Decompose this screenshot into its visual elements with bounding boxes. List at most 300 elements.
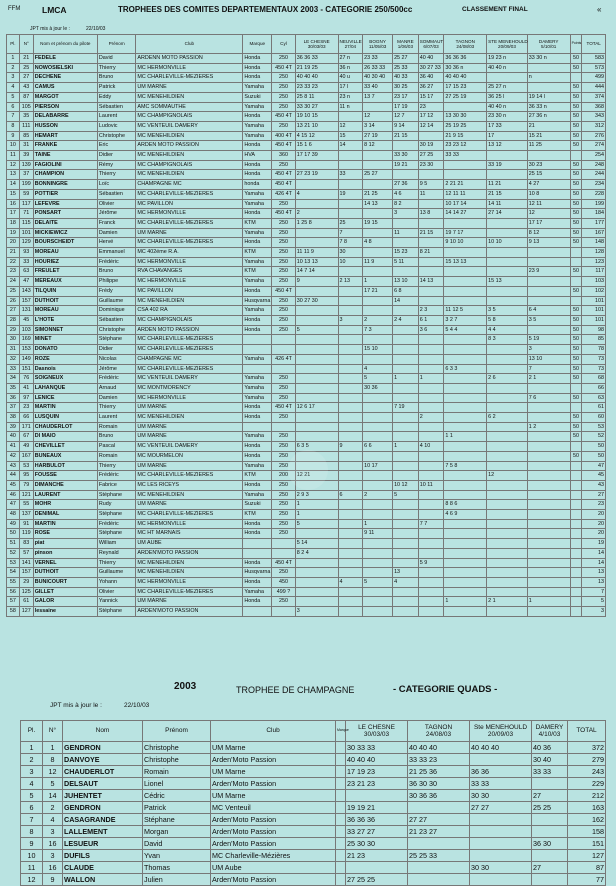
q-col-total: TOTAL	[568, 721, 606, 742]
table-row-cell: FREULET	[33, 267, 97, 277]
table-row-cell: 12	[487, 471, 528, 481]
table-row-cell: 27	[582, 490, 606, 500]
table-row-cell: 23	[19, 403, 33, 413]
table-row	[7, 170, 606, 180]
table-row-cell: 6 4	[527, 306, 570, 316]
table-row-cell: 250	[272, 54, 296, 64]
col-cyl: Cyl	[272, 35, 296, 54]
table-row	[7, 577, 606, 587]
table-row-cell	[444, 160, 487, 170]
quads-row-cell: 27	[532, 862, 568, 874]
table-row-cell	[338, 364, 363, 374]
table-row-cell: KTM	[243, 471, 272, 481]
quads-row-cell: 12	[43, 766, 63, 778]
table-row-cell	[487, 354, 528, 364]
table-row-cell: 250	[272, 102, 296, 112]
table-row-cell: Rémy	[97, 160, 136, 170]
corner-mark: «	[597, 5, 602, 14]
table-row-cell: 18	[7, 218, 20, 228]
quads-row-cell: Romain	[143, 766, 211, 778]
table-row-cell	[527, 500, 570, 510]
table-row-cell: 41	[19, 383, 33, 393]
table-row-cell: 13 8	[418, 209, 444, 219]
table-row-cell: 20	[582, 529, 606, 539]
table-row-cell: 85	[582, 335, 606, 345]
table-row-cell: 4	[338, 577, 363, 587]
table-row-cell: Loïc	[97, 180, 136, 190]
table-row-cell: 368	[582, 102, 606, 112]
table-row-cell	[338, 160, 363, 170]
table-row-cell	[487, 170, 528, 180]
table-row-cell: Yamaha	[243, 490, 272, 500]
quads-title: TROPHEE DE CHAMPAGNE	[236, 685, 355, 695]
table-row-cell: MC HERMONVILLE	[136, 209, 243, 219]
quads-row-cell: CHAUDERLOT	[63, 766, 143, 778]
table-row-cell: 7 3	[363, 325, 393, 335]
table-row-cell: PONSART	[33, 209, 97, 219]
table-row-cell: 48	[7, 510, 20, 520]
table-row-cell: MC MENEHILDIEN	[136, 413, 243, 423]
table-row-cell: 60	[582, 413, 606, 423]
table-row-cell: 11 12 5	[444, 306, 487, 316]
table-row-cell: 19 14 l	[527, 92, 570, 102]
table-row-cell	[487, 490, 528, 500]
quads-row-cell: 229	[568, 778, 606, 790]
table-row-cell	[243, 345, 272, 355]
table-row-cell: ARDEN MOTO PASSION	[136, 325, 243, 335]
table-row-cell	[487, 286, 528, 296]
table-row	[7, 383, 606, 393]
table-row-cell	[418, 471, 444, 481]
table-row-cell: 50	[570, 112, 582, 122]
table-row-cell: MC MENEHILDIEN	[136, 151, 243, 161]
table-row-cell	[363, 422, 393, 432]
table-row-cell: Yamaha	[243, 257, 272, 267]
table-row-cell: MC MENEHILDIEN	[136, 170, 243, 180]
table-row-cell: SOIGNEUX	[33, 374, 97, 384]
table-row-cell: 36 36 36	[444, 54, 487, 64]
table-row-cell	[418, 218, 444, 228]
table-row-cell: MC MENEHILDIEN	[136, 568, 243, 578]
table-row-cell: 450 4T	[272, 286, 296, 296]
table-row-cell: 250	[272, 519, 296, 529]
table-row-cell: 15 17	[418, 92, 444, 102]
table-row-cell: Honda	[243, 141, 272, 151]
table-row-cell	[487, 500, 528, 510]
table-row-cell: 7	[338, 228, 363, 238]
table-row-cell: 276	[582, 131, 606, 141]
q-col-marque: Marque	[336, 721, 346, 742]
table-row-cell: 36 27	[418, 83, 444, 93]
table-row-cell: Honda	[243, 597, 272, 607]
table-row-cell	[418, 529, 444, 539]
table-row-cell: Jérôme	[97, 364, 136, 374]
table-row-cell	[444, 102, 487, 112]
table-row-cell: 12 21	[295, 471, 338, 481]
table-row-cell: 21 15	[393, 131, 419, 141]
table-row-cell: 4 10	[418, 442, 444, 452]
table-row-cell: 14 14 27	[444, 209, 487, 219]
table-row-cell: 3	[527, 345, 570, 355]
table-row-cell: 9 11	[363, 529, 393, 539]
quads-row-cell: 87	[568, 862, 606, 874]
table-row-cell: 30 25	[393, 83, 419, 93]
table-row-cell: David	[97, 54, 136, 64]
table-row-cell: 374	[582, 92, 606, 102]
table-row	[7, 83, 606, 93]
table-row-cell	[418, 500, 444, 510]
table-row-cell	[570, 548, 582, 558]
quads-row-cell: LALLEMENT	[63, 826, 143, 838]
col-num: N°	[19, 35, 33, 54]
table-row-cell: RVA CHAVANGES	[136, 267, 243, 277]
table-row	[7, 325, 606, 335]
table-row-cell: 11 11 9	[295, 248, 338, 258]
table-row-cell: 101	[582, 315, 606, 325]
table-row	[7, 393, 606, 403]
table-row	[7, 413, 606, 423]
table-row-cell: 1	[295, 500, 338, 510]
table-row-cell: 2	[418, 413, 444, 423]
table-row-cell: 5 4 4	[444, 325, 487, 335]
table-row-cell	[243, 335, 272, 345]
table-row-cell: 101	[582, 306, 606, 316]
table-row-cell: 148	[582, 238, 606, 248]
table-row-cell: 25	[7, 286, 20, 296]
table-row-cell: Franck	[97, 218, 136, 228]
table-row-cell: 36 33 n	[527, 102, 570, 112]
table-row-cell	[444, 296, 487, 306]
quads-row-cell	[470, 814, 532, 826]
table-row-cell: 250	[272, 510, 296, 520]
table-row-cell	[570, 248, 582, 258]
table-row-cell: 9	[338, 442, 363, 452]
table-row-cell: 1	[7, 54, 20, 64]
table-row	[7, 354, 606, 364]
table-row-cell	[338, 180, 363, 190]
table-row-cell	[527, 83, 570, 93]
table-row-cell	[393, 607, 419, 617]
quads-row-cell: 36 36 36	[346, 814, 408, 826]
table-row-cell: ARDEN MOTO PASSION	[136, 141, 243, 151]
table-row-cell	[338, 403, 363, 413]
table-row-cell	[487, 345, 528, 355]
table-row-cell: 3 5	[487, 306, 528, 316]
table-row-cell: 250	[272, 277, 296, 287]
table-row-cell	[363, 432, 393, 442]
table-row-cell: 23 33 23	[295, 83, 338, 93]
table-row-cell: CHAUDERLOT	[33, 422, 97, 432]
table-row-cell: 167	[582, 228, 606, 238]
table-row-cell: KTM	[243, 510, 272, 520]
table-row-cell: 10 12	[393, 480, 419, 490]
table-row-cell: 30 27 30	[295, 296, 338, 306]
table-row	[7, 151, 606, 161]
table-row-cell: Honda	[243, 480, 272, 490]
quads-row-cell: 25 25	[532, 802, 568, 814]
table-row	[7, 160, 606, 170]
table-row-cell	[363, 267, 393, 277]
table-row-cell	[570, 383, 582, 393]
table-row-cell: 9 13	[527, 238, 570, 248]
table-row-cell	[338, 354, 363, 364]
table-row-cell: 53	[19, 461, 33, 471]
table-row	[7, 121, 606, 131]
col-event-3: BOGNY 11/05/03	[363, 35, 393, 54]
quads-row-cell: 127	[568, 850, 606, 862]
table-row-cell	[444, 480, 487, 490]
table-row-cell	[570, 73, 582, 83]
table-row-cell: Yamaha	[243, 306, 272, 316]
table-row-cell	[363, 209, 393, 219]
table-row-cell	[338, 451, 363, 461]
table-row	[7, 597, 606, 607]
table-row-cell	[444, 345, 487, 355]
table-row-cell: Sébastien	[97, 315, 136, 325]
table-row-cell: MARTIN	[33, 403, 97, 413]
table-row	[7, 102, 606, 112]
table-row-cell	[393, 364, 419, 374]
q-col-prenom: Prénom	[143, 721, 211, 742]
table-row-cell: LEFEVRE	[33, 199, 97, 209]
table-row-cell: MC VENTEUIL DAMERY	[136, 121, 243, 131]
quads-row	[21, 850, 606, 862]
table-row-cell	[393, 519, 419, 529]
table-row-cell	[487, 607, 528, 617]
table-row-cell	[418, 199, 444, 209]
table-row-cell: 4 6 9	[444, 510, 487, 520]
table-row-cell: 450 4T	[272, 141, 296, 151]
table-row-cell: 4	[295, 189, 338, 199]
table-row-cell: 6 1	[418, 315, 444, 325]
table-row-cell	[338, 393, 363, 403]
table-row-cell: 73	[582, 354, 606, 364]
quads-row-cell	[408, 874, 470, 886]
table-row-cell: 6 8	[393, 286, 419, 296]
table-row-cell	[444, 403, 487, 413]
table-row-cell	[444, 490, 487, 500]
quads-row-cell: 372	[568, 742, 606, 754]
table-row-cell: 426 4T	[272, 189, 296, 199]
table-row-cell	[570, 461, 582, 471]
table-row-cell: 8 8 6	[444, 500, 487, 510]
table-row-cell: Honda	[243, 413, 272, 423]
table-row-cell: 19 7 17	[444, 228, 487, 238]
table-row-cell: MICKIEWICZ	[33, 228, 97, 238]
table-row-cell: 5	[7, 92, 20, 102]
table-row-cell: 95	[19, 471, 33, 481]
table-row-cell: MC CHARLEVILLE-MEZIERES	[136, 189, 243, 199]
quads-row-cell	[336, 754, 346, 766]
table-row-cell	[338, 209, 363, 219]
table-row-cell: 36 36 33	[295, 54, 338, 64]
table-row-cell: 27 25 19	[444, 92, 487, 102]
quads-row-cell: 30 30	[470, 862, 532, 874]
table-row-cell	[527, 471, 570, 481]
table-row-cell	[487, 267, 528, 277]
table-row-cell: Yamaha	[243, 228, 272, 238]
quads-row-cell: Christophe	[143, 742, 211, 754]
table-row-cell: MC VENTEUIL DAMERY	[136, 374, 243, 384]
quads-row-cell: MC Charleville-Mézières	[211, 850, 336, 862]
table-row-cell	[444, 442, 487, 452]
table-row-cell: Christophe	[97, 131, 136, 141]
table-row-cell: 23 30	[418, 160, 444, 170]
quads-row-cell: UM Aube	[211, 862, 336, 874]
table-row-cell: MC CHARLEVILLE-MEZIERES	[136, 471, 243, 481]
table-row-cell: 250	[272, 73, 296, 83]
table-row-cell: 12 11 11	[444, 189, 487, 199]
table-row-cell: 21 15	[418, 228, 444, 238]
table-row-cell: 36 25 l	[487, 92, 528, 102]
table-row	[7, 238, 606, 248]
table-row-cell: Sébastien	[97, 102, 136, 112]
table-row-cell	[570, 500, 582, 510]
table-row-cell: Romain	[97, 422, 136, 432]
table-row-cell: 23 n	[338, 92, 363, 102]
table-row-cell	[363, 403, 393, 413]
table-row-cell: KTM	[243, 218, 272, 228]
table-row-cell	[570, 490, 582, 500]
table-row-cell: 27 14	[487, 209, 528, 219]
table-row-cell: 8 21	[418, 248, 444, 258]
table-row-cell: 13 10	[393, 277, 419, 287]
table-row-cell: 37	[19, 170, 33, 180]
quads-row-cell	[470, 874, 532, 886]
quads-row-cell	[336, 814, 346, 826]
table-row-cell: 50	[570, 189, 582, 199]
table-row-cell	[418, 335, 444, 345]
table-row-cell: 1	[363, 519, 393, 529]
table-row-cell: MOHR	[33, 500, 97, 510]
table-row-cell: 123	[582, 257, 606, 267]
table-row-cell	[295, 286, 338, 296]
table-row-cell	[338, 325, 363, 335]
quads-row-cell	[470, 826, 532, 838]
quads-row-cell: Arden'Moto Passion	[211, 814, 336, 826]
col-club: Club	[136, 35, 243, 54]
table-row-cell: 119	[19, 529, 33, 539]
table-row-cell: 33 19	[487, 160, 528, 170]
table-row-cell	[487, 393, 528, 403]
quads-row-cell: 33 33	[470, 778, 532, 790]
table-row-cell: 11 21	[487, 180, 528, 190]
q-col-event-4: DAMERY 4/10/03	[532, 721, 568, 742]
quads-row-cell: 212	[568, 790, 606, 802]
table-row-cell: CSA 402 RA	[136, 306, 243, 316]
table-row-cell: MARGOT	[33, 92, 97, 102]
table-row-cell: Patrick	[97, 83, 136, 93]
table-row-cell: Husqvarna	[243, 568, 272, 578]
table-row-cell: 5	[582, 597, 606, 607]
table-row-cell	[338, 587, 363, 597]
quads-row-cell: 17 19 23	[346, 766, 408, 778]
table-row-cell	[444, 568, 487, 578]
table-row-cell: MC CHAMPIGNOLAIS	[136, 315, 243, 325]
table-row-cell	[363, 607, 393, 617]
quads-row-cell: 9	[43, 874, 63, 886]
table-row-cell: MC MENEHILDIEN	[136, 490, 243, 500]
table-row-cell	[444, 607, 487, 617]
table-row-cell: UM AUBE	[136, 539, 243, 549]
table-row-cell: 153	[19, 345, 33, 355]
table-row-cell: DUTHOIT	[33, 568, 97, 578]
table-row-cell	[338, 529, 363, 539]
table-row-cell: 3 5	[527, 315, 570, 325]
table-row-cell: 3	[7, 73, 20, 83]
table-row-cell: GILLET	[33, 587, 97, 597]
table-row	[7, 529, 606, 539]
table-row-cell: 14 13	[418, 277, 444, 287]
table-row-cell: 169	[19, 335, 33, 345]
table-row-cell: 5	[295, 325, 338, 335]
table-row-cell: 10 13 13	[295, 257, 338, 267]
quads-row-cell: 162	[568, 814, 606, 826]
table-row-cell: VERNEL	[33, 558, 97, 568]
table-row-cell: 228	[582, 189, 606, 199]
table-row-cell: Honda	[243, 558, 272, 568]
table-row-cell: 50	[570, 199, 582, 209]
table-row-cell	[418, 364, 444, 374]
table-row-cell: 23	[7, 267, 20, 277]
table-row	[7, 63, 606, 73]
table-row-cell: PIERSON	[33, 102, 97, 112]
table-row-cell: 50	[570, 315, 582, 325]
table-row-cell: 11 9	[363, 257, 393, 267]
table-row-cell: 24	[7, 277, 20, 287]
table-row-cell: 97	[19, 393, 33, 403]
table-row-cell: 167	[19, 451, 33, 461]
table-row-cell: 47	[19, 277, 33, 287]
table-row-cell: 250	[272, 296, 296, 306]
table-row-cell: 19 10 15	[295, 112, 338, 122]
table-row-cell: Pascal	[97, 442, 136, 452]
table-row-cell: 30 19	[418, 141, 444, 151]
table-row-cell	[418, 577, 444, 587]
table-row-cell	[393, 335, 419, 345]
table-row	[7, 267, 606, 277]
table-row-cell	[487, 577, 528, 587]
table-row-cell: 2 9 3	[295, 490, 338, 500]
quads-row-cell: Arden'Moto Passion	[211, 778, 336, 790]
table-row-cell: 50	[570, 267, 582, 277]
table-row-cell: FAGIOLINI	[33, 160, 97, 170]
table-row-cell: 2	[7, 63, 20, 73]
table-row-cell: 250	[272, 199, 296, 209]
table-row-cell: 50	[570, 451, 582, 461]
table-row-cell	[363, 228, 393, 238]
table-row-cell: 27 n	[338, 54, 363, 64]
table-row-cell	[393, 218, 419, 228]
table-row-cell: 19 21	[393, 160, 419, 170]
table-row	[7, 248, 606, 258]
table-row-cell: 200	[272, 471, 296, 481]
table-row-cell: Yamaha	[243, 383, 272, 393]
table-row-cell: UM MARNE	[136, 83, 243, 93]
table-row-cell	[338, 607, 363, 617]
table-row-cell: Honda	[243, 577, 272, 587]
table-row-cell	[295, 180, 338, 190]
table-row-cell: 6	[338, 490, 363, 500]
quads-row-cell	[336, 766, 346, 778]
table-row-cell	[527, 296, 570, 306]
table-row-cell: 49	[7, 519, 20, 529]
quads-row-cell: 12	[21, 874, 43, 886]
table-row-cell	[570, 257, 582, 267]
table-row-cell: 5 8	[487, 315, 528, 325]
ranking-body	[7, 54, 606, 617]
table-row-cell: 4 15 12	[295, 131, 338, 141]
